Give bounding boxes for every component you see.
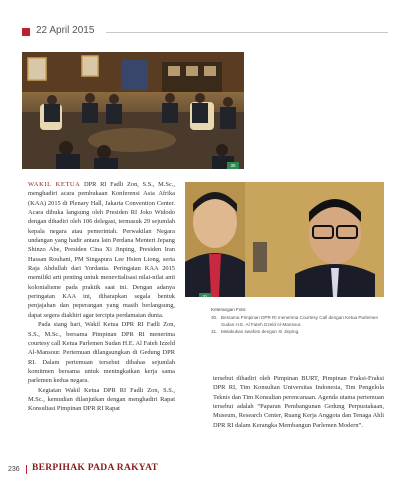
caption-number: 30. [211,315,218,320]
date-header [22,26,388,38]
caption-text: Melakukan swafoto dengan Xi Jinping. [221,329,300,334]
page-number: 236 [8,466,20,473]
publication-title: BERPIHAK PADA RAKYAT [32,463,159,473]
paragraph-1 [28,180,175,320]
paragraph-3-continued: tersebut dihadiri oleh Pimpinan BURT, Pimpinan Fraksi-Fraksi DPR RI, Tim Konsultan Universitas Indonesia, Tim Pengelola Teknis dan Tim Konsultan perencanaan. Agenda utama pertemuan tersebut adalah “Paparan Pembangunan Gedung Perpustakaan, Museum, Research Center, Ruang Kerja Anggota dan Tenaga Ahli DPR RI dalam Kerangka Membangun Parlemen Modern”. [213,375,384,429]
photo-meeting [22,52,244,169]
paragraph-1-text: DPR RI Fadli Zon, S.S., M.Sc., menghadiri acara pembukaan Konferensi Asia Afrika (KAA) 2015 di Plenary Hall, Jakarta Convention Center. Acara dibuka langsung oleh Presiden RI Joko Widodo dengan dihadiri oleh 106 delegasi, termasuk 29 sejumlah kepala negara atau pemerintah. Perwakilan Negara undangan yang hadir antara lain Perdana Menteri Jepang Shinzo Abe, Presiden Cina Xi Jinping, Presiden Iran Hassan Rouhani, PM Singapura Lee Hsien Liong, serta Raja Abdullah dari Yordania. Peringatan KAA 2015 memiliki arti penting untuk menevitalisasi nilai-nilai anti kolonialisme pada praktik saat ini. Dengan adanya peringatan KAA ini, diharapkan segala bentuk penjajahan dan peperangan yang masih berlangsung, dapat segera diakhiri agar tercipta perdamaian dunia. [28,181,175,319]
footer-divider [26,465,27,474]
date-text: 22 April 2015 [36,25,95,36]
article-column-right [213,374,384,430]
article-column-left [28,180,175,414]
caption-text: Bersama Pimpinan DPR RI menerima Courtesy Call dengan Ketua Parlemen Sudan H.E. Al Fateh Izzeld Al-Mansour. [221,315,379,327]
caption-number: 31. [211,329,218,334]
paragraph-2: Pada siang hari, Wakil Ketua DPR RI Fadli Zon, S.S., M.Sc., bersama Pimpinan DPR RI menerima courtesy call Ketua Parlemen Sudan H.E. Al Fateh Izzeld Al-Mansour. Pertemuan dilangsungkan di Gedung DPR RI. Dalam pertemuan tersebut dibahas sejumlah komitmen bersama untuk meningkatkan kerja sama parlemen kedua negara. [28,321,175,385]
photo-number-badge: 31 [199,293,211,297]
paragraph-3: Kegiatan Wakil Ketua DPR RI Fadli Zon, S.S., M.Sc., kemudian dilanjutkan dengan menghadiri Rapat Konsultasi Pimpinan DPR RI Rapat [28,386,175,413]
lead-words: WAKIL KETUA [28,181,81,188]
caption-title: Keterangan Foto: [211,307,247,312]
header-rule [106,32,388,33]
caption-item [211,328,385,335]
page-footer [8,463,400,477]
selfie-scene-illustration [185,182,384,297]
photo-caption [211,306,385,335]
caption-item [211,314,385,328]
meeting-scene-illustration [22,52,244,169]
photo-number-badge: 30 [227,162,239,169]
date-marker [22,28,30,36]
photo-selfie [185,182,384,297]
